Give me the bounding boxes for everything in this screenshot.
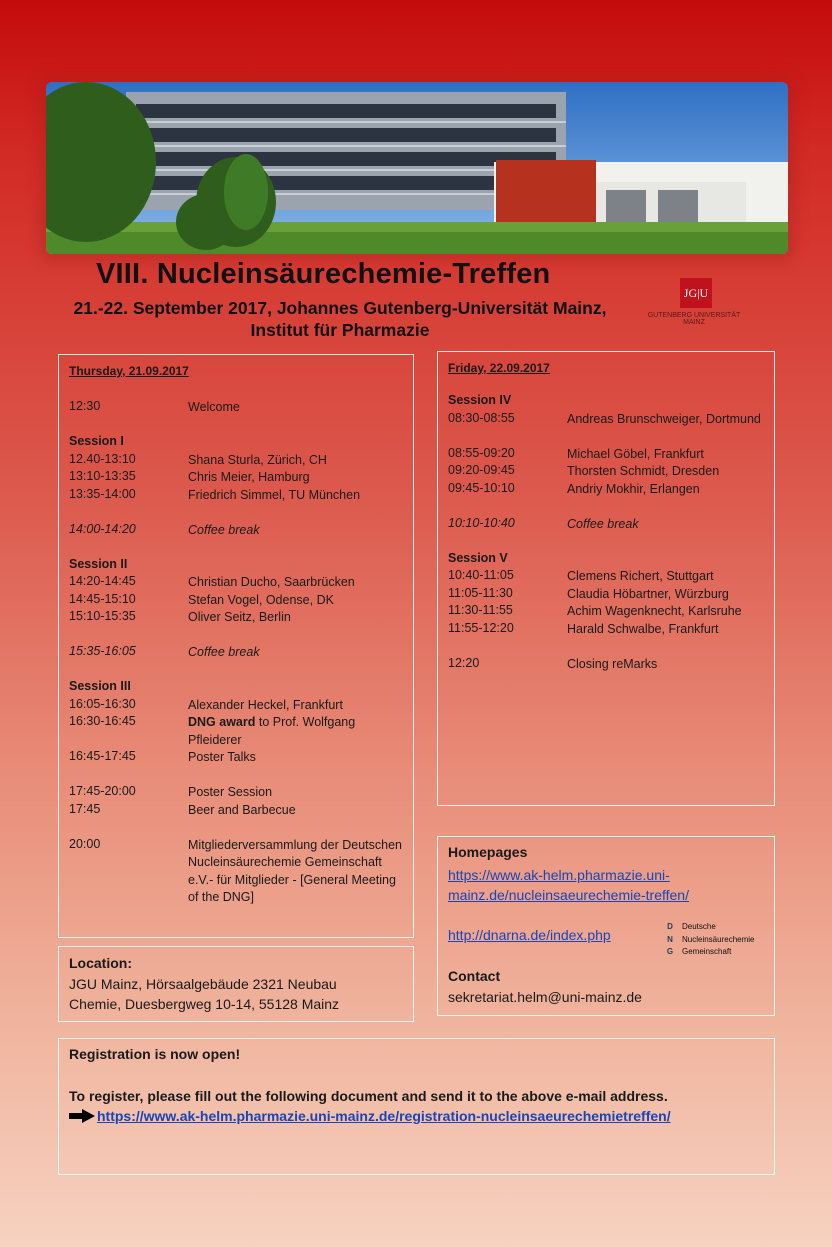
registration-link-line (69, 1108, 671, 1124)
desc: Poster Session (188, 785, 273, 799)
thursday-panel (58, 354, 414, 938)
schedule-row (69, 574, 409, 592)
session-heading: Session I (69, 434, 124, 448)
friday-schedule (448, 393, 774, 673)
desc: Poster Talks (188, 750, 256, 764)
schedule-row (69, 592, 409, 610)
schedule-row (69, 697, 409, 715)
time: 10:10-10:40 (448, 515, 515, 530)
schedule-row (448, 568, 774, 586)
time: 10:40-11:05 (448, 568, 514, 582)
schedule-row (448, 481, 774, 499)
desc: Stefan Vogel, Odense, DK (188, 592, 334, 607)
time: 15:35-16:05 (69, 644, 136, 658)
desc: Beer and Barbecue (188, 802, 296, 817)
coffee-break-row (448, 516, 774, 534)
desc: Michael Göbel, Frankfurt (567, 446, 704, 461)
time: 14:45-15:10 (69, 591, 136, 606)
time: 16:05-16:30 (69, 696, 136, 711)
homepages-panel (437, 836, 775, 1016)
desc: Chris Meier, Hamburg (188, 470, 310, 484)
location-line-1: JGU Mainz, Hörsaalgebäude 2321 Neubau (69, 976, 337, 992)
time: 20:00 (69, 836, 101, 851)
time: 13:35-14:00 (69, 486, 136, 501)
page-title: VIII. Nucleinsäurechemie-Treffen (96, 258, 551, 290)
time: 14:20-14:45 (69, 574, 136, 588)
schedule-row (69, 802, 409, 820)
time: 12:20 (448, 655, 480, 670)
friday-panel (437, 351, 775, 806)
schedule-row (448, 586, 774, 604)
schedule-row (448, 463, 774, 481)
schedule-row (69, 714, 409, 749)
jgu-logo-mark: JG|U (680, 278, 712, 308)
schedule-row (69, 469, 409, 487)
location-line-2: Chemie, Duesbergweg 10-14, 55128 Mainz (69, 996, 340, 1012)
time: 09:45-10:10 (448, 480, 515, 495)
desc: Welcome (188, 400, 240, 414)
schedule-row (69, 609, 409, 627)
desc: Harald Schwalbe, Frankfurt (567, 621, 719, 636)
schedule-row (448, 411, 774, 446)
session-heading: Session IV (448, 393, 512, 407)
arrow-right-icon (69, 1109, 95, 1123)
location-panel (58, 946, 414, 1022)
time: 13:10-13:35 (69, 469, 136, 483)
subtitle-line-1: 21.-22. September 2017, Johannes Gutenberg-Universität Mainz, (73, 298, 607, 318)
desc: Claudia Höbartner, Würzburg (567, 586, 729, 601)
contact-email[interactable]: sekretariat.helm@uni-mainz.de (448, 989, 642, 1005)
desc: Alexander Heckel, Frankfurt (188, 697, 343, 712)
thursday-heading: Thursday, 21.09.2017 (69, 364, 189, 378)
jgu-logo (640, 276, 748, 332)
desc: Thorsten Schmidt, Dresden (567, 464, 720, 478)
time: 08:55-09:20 (448, 445, 515, 460)
registration-link[interactable]: https://www.ak-helm.pharmazie.uni-mainz.de/registration-nucleinsaeurechemietreffen/ (97, 1108, 671, 1124)
session-heading: Session V (448, 550, 508, 565)
desc: Shana Sturla, Zürich, CH (188, 452, 327, 467)
dng-logo (662, 921, 772, 961)
session-heading: Session II (69, 556, 128, 571)
time: 16:45-17:45 (69, 749, 136, 763)
time: 15:10-15:35 (69, 609, 136, 623)
time: 14:00-14:20 (69, 521, 136, 536)
jgu-logo-caption: GUTENBERG UNIVERSITÄT MAINZ (647, 312, 741, 326)
schedule-row (448, 603, 774, 621)
conference-homepage-link[interactable]: https://www.ak-helm.pharmazie.uni-mainz.de/nucleinsaeurechemie-treffen/ (448, 867, 689, 903)
desc: Andriy Mokhir, Erlangen (567, 481, 700, 496)
coffee-break-row (69, 522, 409, 540)
desc: Friedrich Simmel, TU München (188, 487, 361, 502)
time: 09:20-09:45 (448, 463, 515, 477)
schedule-row (69, 837, 409, 907)
desc: Christian Ducho, Saarbrücken (188, 575, 355, 589)
desc: Coffee break (188, 522, 260, 537)
time: 17:45-20:00 (69, 784, 136, 798)
award-label: DNG award (188, 715, 256, 729)
dng-logo-letters: D N G (666, 922, 674, 956)
desc: Achim Wagenknecht, Karlsruhe (567, 604, 742, 618)
time: 12:30 (69, 399, 101, 413)
location-heading: Location: (69, 955, 132, 971)
schedule-row (69, 749, 409, 767)
desc: Andreas Brunschweiger, Dortmund (567, 411, 761, 426)
desc (188, 714, 403, 749)
page-subtitle (60, 297, 620, 341)
contact-heading: Contact (448, 968, 501, 984)
dng-logo-words: Deutsche Nucleinsäurechemie Gemeinschaft (682, 922, 755, 956)
desc: Mitgliederversammlung der Deutschen Nucleinsäurechemie Gemeinschaft e.V.- für Mitglieder - [General Meeting of the DNG] (188, 837, 402, 904)
schedule-row (69, 784, 409, 802)
award-recipient: to Prof. Wolfgang Pfleiderer (188, 715, 356, 747)
time: 16:30-16:45 (69, 714, 136, 728)
time: 11:05-11:30 (448, 585, 513, 600)
schedule-row (69, 452, 409, 470)
registration-instructions: To register, please fill out the following document and send it to the above e-mail address. (69, 1088, 668, 1104)
friday-heading: Friday, 22.09.2017 (448, 361, 550, 375)
coffee-break-row (69, 644, 409, 662)
time: 11:55-12:20 (448, 620, 514, 635)
desc: Coffee break (188, 645, 260, 659)
desc: Coffee break (567, 516, 639, 531)
schedule-row (448, 621, 774, 639)
schedule-row (69, 399, 409, 417)
registration-heading: Registration is now open! (69, 1046, 241, 1062)
desc: Closing reMarks (567, 656, 658, 671)
time: 17:45 (69, 801, 101, 816)
schedule-row (448, 446, 774, 464)
homepages-heading: Homepages (448, 844, 528, 860)
schedule-row (448, 656, 774, 674)
thursday-schedule (69, 399, 409, 907)
time: 11:30-11:55 (448, 603, 513, 617)
registration-panel (58, 1038, 775, 1175)
subtitle-line-2: Institut für Pharmazie (250, 320, 430, 340)
time: 08:30-08:55 (448, 410, 515, 425)
time: 12.40-13:10 (69, 451, 136, 466)
desc: Clemens Richert, Stuttgart (567, 569, 714, 583)
dng-homepage-link[interactable]: http://dnarna.de/index.php (448, 927, 611, 943)
schedule-row (69, 487, 409, 505)
building-photo (46, 82, 788, 254)
session-heading: Session III (69, 679, 131, 693)
desc: Oliver Seitz, Berlin (188, 610, 291, 624)
